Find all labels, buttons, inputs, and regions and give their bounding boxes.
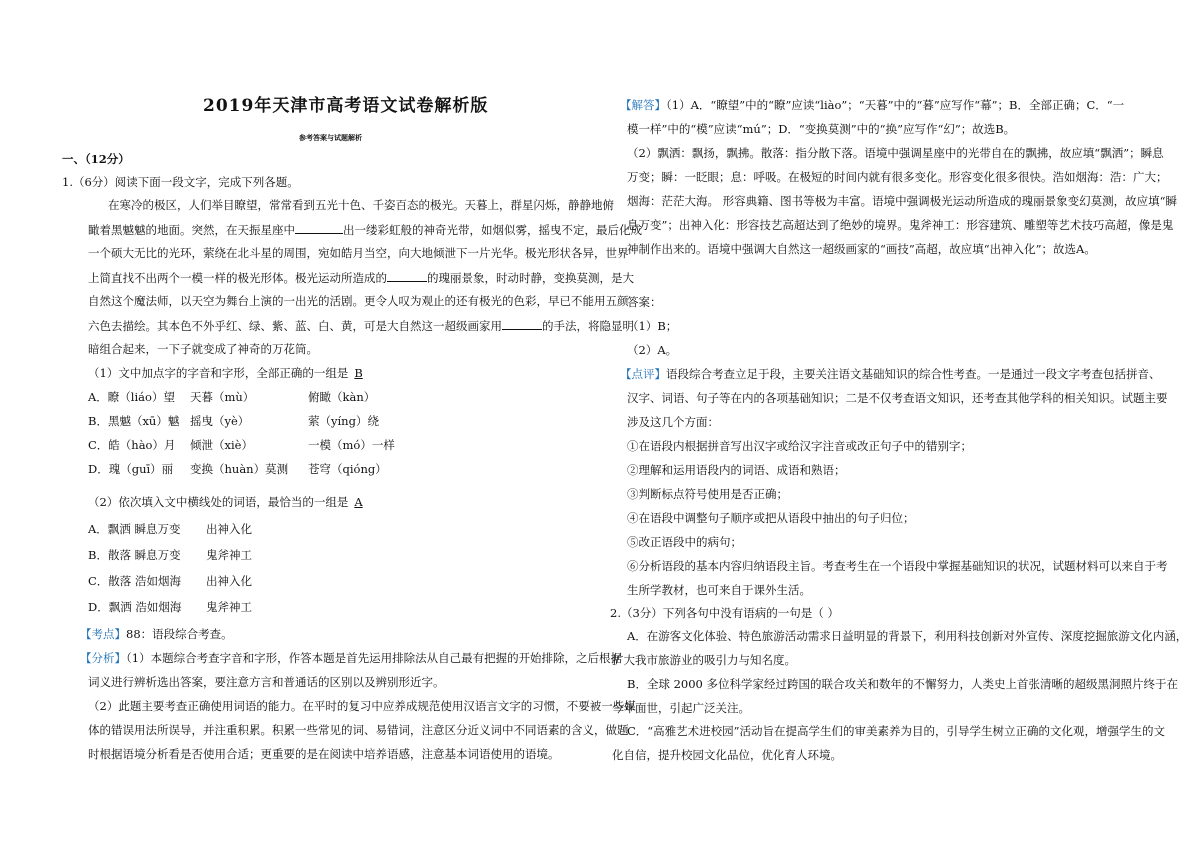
passage-line: 暗组合起来，一下子就变成了神奇的万花筒。 <box>88 342 318 356</box>
passage-line: 自然这个魔法师，以天空为舞台上演的一出光的活剧。更令人叹为观止的还有极光的色彩，早已不能用五颜 <box>88 294 629 308</box>
fenxi-line: 时根据语境分析看是否使用合适；更重要的是在阅读中培养语感，注意基本词语使用的语境。 <box>88 747 560 761</box>
dianping-line: ⑤改正语段中的病句； <box>627 535 742 549</box>
blank-3 <box>502 318 542 330</box>
option-d2: 变换（huàn）莫测 <box>190 462 289 476</box>
section-heading: 一、（12分） <box>62 152 130 166</box>
option-b1: B．黑魆（xū）魆 <box>88 414 180 428</box>
jieda-line: （1）A．“瞭望”中的“瞭”应读“liào”；“天暮”中的“暮”应写作“幕”；B．全部正确；C．“一 <box>666 98 1125 112</box>
option-a2: 天暮（mù） <box>190 390 255 404</box>
passage-line <box>88 318 634 333</box>
sub-question-2 <box>88 495 369 509</box>
fenxi-line: 词义进行辨析选出答案，要注意方言和普通话的区别以及辨别形近字。 <box>88 675 445 689</box>
passage-line: 在寒冷的极区，人们举目瞭望，常常看到五光十色、千姿百态的极光。天暮上，群星闪烁，静静地俯 <box>108 198 614 212</box>
option2-a1: A．飘洒 瞬息万变 <box>88 522 181 536</box>
option2-b1: B．散落 瞬息万变 <box>88 548 181 562</box>
option2-b2: 鬼斧神工 <box>206 548 252 562</box>
sub-question-2-text: （2）依次填入文中横线处的词语，最恰当的一组是 <box>88 495 349 509</box>
page-subtitle: 参考答案与试题解析 <box>299 133 362 142</box>
dianping-line: 语段综合考查立足于段，主要关注语文基础知识的综合性考查。一是通过一段文字考查包括拼音、 <box>666 367 1161 381</box>
jieda-line: 息万变”；出神入化：形容技艺高超达到了绝妙的境界。鬼斧神工：形容建筑、雕塑等艺术技巧高超，像是鬼 <box>627 218 1174 232</box>
question-2-line: A．在游客文化体验、特色旅游活动需求日益明显的背景下，利用科技创新对外宣传、深度挖掘旅游文化内涵， <box>627 629 1188 643</box>
option-c3: 一模（mó）一样 <box>308 438 395 452</box>
jieda-line: 模一样”中的“模”应读“mú”；D．“变换莫测”中的“换”应写作“幻”；故选B。 <box>627 122 1016 136</box>
blank-1 <box>295 222 343 234</box>
jieda-line: 万变；瞬：一眨眼；息：呼吸。在极短的时间内就有很多变化。形容变化很多很快。浩如烟海：浩：广大； <box>627 170 1168 184</box>
sub-question-1 <box>88 366 369 380</box>
jieda-line: （2）飘洒：飘扬，飘拂。散落：指分散下落。语境中强调星座中的光带自在的飘拂，故应填“飘洒”；瞬息 <box>627 146 1164 160</box>
passage-text: 的手法，将隐显明 <box>542 319 634 333</box>
option2-d2: 鬼斧神工 <box>206 600 252 614</box>
option2-a2: 出神入化 <box>206 522 252 536</box>
passage-text: 六色去描绘。其本色不外乎红、绿、紫、蓝、白、黄，可是大自然这一超级画家用 <box>88 319 502 333</box>
passage-line: 一个硕大无比的光环，萦绕在北斗星的周围，宛如皓月当空，向大地倾泄下一片光华。极光形状各异，世界 <box>88 246 629 260</box>
sub-question-2-answer: A <box>354 495 363 509</box>
page-title: 2019年天津市高考语文试卷解析版 <box>203 96 489 116</box>
kaodian-text: 88：语段综合考查。 <box>126 627 233 641</box>
dianping-line: ③判断标点符号使用是否正确； <box>627 487 788 501</box>
jieda-tag: 【解答】 <box>620 98 666 112</box>
answer-label: 答案： <box>627 295 662 309</box>
question-2-line: 扩大我市旅游业的吸引力与知名度。 <box>612 653 796 667</box>
option2-d1: D．飘洒 浩如烟海 <box>88 600 182 614</box>
answer-1: （1）B； <box>627 319 678 333</box>
dianping-line: ①在语段内根据拼音写出汉字或给汉字注音或改正句子中的错别字； <box>627 439 972 453</box>
dianping-line: ⑥分析语段的基本内容归纳语段主旨。考查考生在一个语段中掌握基础知识的状况，试题材料可以来自于考 <box>627 559 1168 573</box>
dianping-line: ②理解和运用语段内的词语、成语和熟语； <box>627 463 846 477</box>
jieda <box>620 98 1124 112</box>
dianping-tag: 【点评】 <box>620 367 666 381</box>
option-b3: 萦（yíng）绕 <box>308 414 379 428</box>
jieda-line: 神制作出来的。语境中强调大自然这一超级画家的“画技”高超，故应填“出神入化”；故选A。 <box>627 242 1096 256</box>
fenxi-line: （2）此题主要考查正确使用词语的能力。在平时的复习中应养成规范使用汉语言文字的习惯，不要被一些媒 <box>88 699 636 713</box>
dianping <box>620 367 1161 381</box>
passage-line <box>88 222 642 237</box>
jieda-line: 烟海：茫茫大海。 形容典籍、图书等极为丰富。语境中强调极光运动所造成的瑰丽景象变幻莫测，故应填“瞬 <box>627 194 1178 208</box>
sub-question-1-answer: B <box>354 366 363 380</box>
option2-c2: 出神入化 <box>206 574 252 588</box>
option-c2: 倾泄（xiè） <box>190 438 253 452</box>
answer-2: （2）A。 <box>627 343 678 357</box>
passage-line <box>88 270 634 285</box>
passage-text: 上简直找不出两个一模一样的极光形体。极光运动所造成的 <box>88 271 387 285</box>
option-d3: 苍穹（qióng） <box>308 462 387 476</box>
option2-c1: C．散落 浩如烟海 <box>88 574 181 588</box>
dianping-line: 生所学教材，也可来自于课外生活。 <box>627 583 811 597</box>
question-2-line: 今年面世，引起广泛关注。 <box>612 701 750 715</box>
option-c1: C．皓（hào）月 <box>88 438 176 452</box>
question-2-stem: 2.（3分）下列各句中没有语病的一句是（ ） <box>610 606 839 620</box>
question-2-line: C．“高雅艺术进校园”活动旨在提高学生们的审美素养为目的，引导学生树立正确的文化观，增强学生的文 <box>627 724 1166 738</box>
option-a1: A．瞭（liáo）望 <box>88 390 175 404</box>
option-a3: 俯瞰（kàn） <box>308 390 376 404</box>
passage-text: 的瑰丽景象，时动时静，变换莫测，是大 <box>427 271 634 285</box>
question-1-stem: 1.（6分）阅读下面一段文字，完成下列各题。 <box>62 175 299 189</box>
question-2-line: B．全球 2000 多位科学家经过跨国的联合攻关和数年的不懈努力，人类史上首张清晰的超级黑洞照片终于在 <box>627 677 1179 691</box>
passage-text: 出一缕彩虹般的神奇光带，如烟似雾，摇曳不定，最后化成 <box>343 223 642 237</box>
dianping-line: 涉及这几个方面： <box>627 415 719 429</box>
passage-text: 瞰着黑魆魆的地面。突然，在天振星座中 <box>88 223 295 237</box>
dianping-line: ④在语段中调整句子顺序或把从语段中抽出的句子归位； <box>627 511 915 525</box>
fenxi-line: （1）本题综合考查字音和字形，作答本题是首先运用排除法从自己最有把握的开始排除，之后根据 <box>126 651 623 665</box>
fenxi-line: 体的错误用法所误导，并注重积累。积累一些常见的词、易错词，注意区分近义词中不同语素的含义，做题 <box>88 723 629 737</box>
kaodian-tag: 【考点】 <box>80 627 126 641</box>
kaodian <box>80 627 233 641</box>
question-2-line: 化自信，提升校园文化品位，优化育人环境。 <box>612 748 842 762</box>
sub-question-1-text: （1）文中加点字的字音和字形，全部正确的一组是 <box>88 366 349 380</box>
fenxi <box>80 651 622 665</box>
fenxi-tag: 【分析】 <box>80 651 126 665</box>
dianping-line: 汉字、词语、句子等在内的各项基础知识；二是不仅考查语文知识，还考查其他学科的相关知识。试题主要 <box>627 391 1168 405</box>
blank-2 <box>387 270 427 282</box>
option-d1: D．瑰（guī）丽 <box>88 462 174 476</box>
option-b2: 摇曳（yè） <box>190 414 250 428</box>
